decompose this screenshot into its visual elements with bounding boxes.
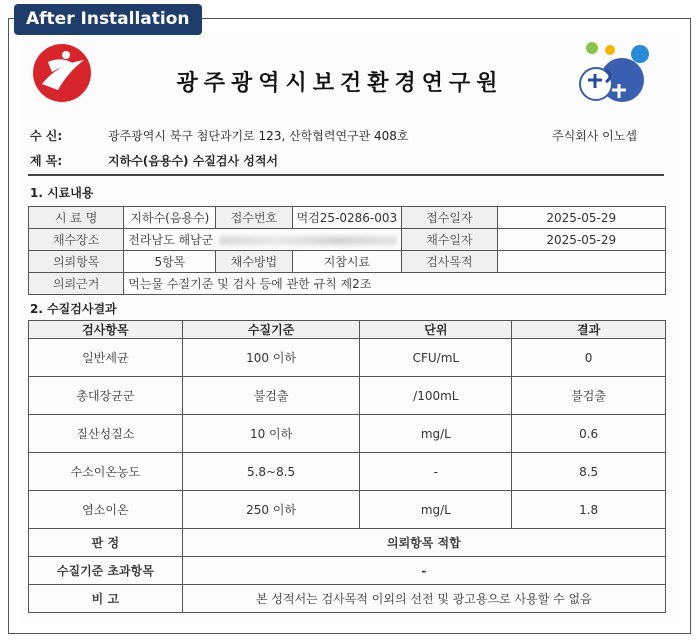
gwangju-city-emblem-icon bbox=[28, 42, 96, 104]
row-standard: 250 이하 bbox=[182, 491, 360, 529]
exceed-label: 수질기준 초과항목 bbox=[29, 557, 183, 585]
remark: 본 성적서는 검사목적 이외의 선전 및 광고용으로 사용할 수 없음 bbox=[182, 585, 665, 613]
receipt-date: 2025-05-29 bbox=[497, 207, 665, 229]
method-label: 채수방법 bbox=[216, 251, 292, 273]
sample-name: 지하수(음용수) bbox=[124, 207, 216, 229]
sampling-place-label: 채수장소 bbox=[29, 229, 124, 251]
row-unit: - bbox=[360, 453, 512, 491]
row-unit: CFU/mL bbox=[360, 339, 512, 377]
items-count: 5항목 bbox=[124, 251, 216, 273]
header-result: 결과 bbox=[512, 321, 666, 339]
row-result: 0.6 bbox=[512, 415, 666, 453]
judgment: 의뢰항목 적합 bbox=[182, 529, 665, 557]
receipt-no-label: 접수번호 bbox=[216, 207, 292, 229]
results-table bbox=[28, 320, 666, 613]
exceed: - bbox=[182, 557, 665, 585]
table-row bbox=[29, 415, 666, 453]
sampling-date-label: 채수일자 bbox=[402, 229, 497, 251]
subject-value: 지하수(음용수) 수질검사 성적서 bbox=[108, 154, 279, 168]
header-standard: 수질기준 bbox=[182, 321, 360, 339]
after-installation-badge: After Installation bbox=[14, 4, 202, 35]
row-result: 불검출 bbox=[512, 377, 666, 415]
purpose-label: 검사목적 bbox=[402, 251, 497, 273]
purpose bbox=[497, 251, 665, 273]
row-unit: mg/L bbox=[360, 415, 512, 453]
receipt-no: 먹검25-0286-003 bbox=[292, 207, 402, 229]
table-row bbox=[29, 339, 666, 377]
receipt-date-label: 접수일자 bbox=[402, 207, 497, 229]
company-name: 주식회사 이노셉 bbox=[552, 129, 637, 143]
section1-title: 1. 시료내용 bbox=[30, 186, 94, 200]
sample-name-label: 시 료 명 bbox=[29, 207, 124, 229]
row-standard: 불검출 bbox=[182, 377, 360, 415]
row-standard: 10 이하 bbox=[182, 415, 360, 453]
recipient-label: 수 신: bbox=[30, 129, 63, 143]
row-item: 일반세균 bbox=[29, 339, 183, 377]
sample-info-table bbox=[28, 206, 666, 295]
institute-title: 광주광역시보건환경연구원 bbox=[176, 70, 504, 96]
sampling-place-cell bbox=[124, 229, 402, 251]
sampling-place: 전라남도 해남군 bbox=[128, 233, 214, 247]
table-row bbox=[29, 377, 666, 415]
cheongryeong-gwangju-logo-icon bbox=[566, 40, 662, 110]
header-unit: 단위 bbox=[360, 321, 512, 339]
method: 지참시료 bbox=[292, 251, 402, 273]
items-label: 의뢰항목 bbox=[29, 251, 124, 273]
row-standard: 100 이하 bbox=[182, 339, 360, 377]
row-result: 1.8 bbox=[512, 491, 666, 529]
row-unit: /100mL bbox=[360, 377, 512, 415]
subject-label: 제 목: bbox=[30, 154, 63, 168]
row-result: 0 bbox=[512, 339, 666, 377]
table-row bbox=[29, 453, 666, 491]
redacted-address bbox=[219, 236, 397, 245]
row-item: 염소이온 bbox=[29, 491, 183, 529]
section2-title: 2. 수질검사결과 bbox=[30, 302, 117, 316]
basis: 먹는물 수질기준 및 검사 등에 관한 규칙 제2조 bbox=[124, 273, 666, 295]
row-item: 수소이온농도 bbox=[29, 453, 183, 491]
row-result: 8.5 bbox=[512, 453, 666, 491]
remark-label: 비 고 bbox=[29, 585, 183, 613]
sampling-date: 2025-05-29 bbox=[497, 229, 665, 251]
row-item: 총대장균군 bbox=[29, 377, 183, 415]
header-item: 검사항목 bbox=[29, 321, 183, 339]
row-item: 질산성질소 bbox=[29, 415, 183, 453]
judgment-label: 판 정 bbox=[29, 529, 183, 557]
row-unit: mg/L bbox=[360, 491, 512, 529]
table-row bbox=[29, 491, 666, 529]
row-standard: 5.8~8.5 bbox=[182, 453, 360, 491]
basis-label: 의뢰근거 bbox=[29, 273, 124, 295]
header-divider bbox=[28, 174, 664, 176]
recipient-value: 광주광역시 북구 첨단과기로 123, 산학협력연구관 408호 bbox=[108, 129, 409, 143]
